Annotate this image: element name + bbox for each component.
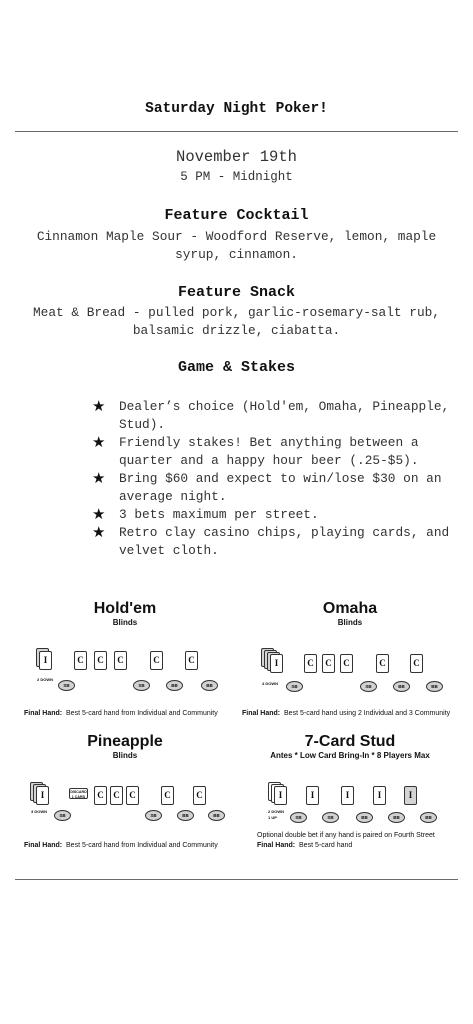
small-blind-chip: SB: [360, 681, 377, 692]
big-blind-chip: BB: [208, 810, 225, 821]
star-icon: ★: [92, 469, 106, 487]
snack-line-1: Meat & Bread - pulled pork, garlic-rosemary-salt rub,: [32, 305, 440, 320]
list-item: ★ 3 bets maximum per street.: [92, 505, 319, 523]
individual-card: I: [373, 786, 386, 805]
community-card: C: [114, 651, 127, 670]
divider-bottom: [15, 879, 458, 880]
community-card: C: [94, 786, 107, 805]
big-blind-chip: BB: [166, 680, 183, 691]
cocktail-line-1: Cinnamon Maple Sour - Woodford Reserve, lemon, maple: [36, 229, 437, 244]
big-blind-chip: BB: [201, 680, 218, 691]
small-blind-chip: SB: [58, 680, 75, 691]
star-icon: ★: [92, 433, 106, 451]
games-heading: Game & Stakes: [177, 359, 296, 376]
community-card: C: [126, 786, 139, 805]
list-item: ★ Retro clay casino chips, playing cards, and velvet cloth.: [92, 523, 450, 558]
holdem-subtitle: Blinds: [112, 618, 138, 627]
stud-subtitle: Antes * Low Card Bring-In * 8 Players Max: [270, 751, 430, 760]
star-icon: ★: [92, 505, 106, 523]
holdem-down-label: 2 DOWN: [37, 677, 53, 682]
stud-down-label: 2 DOWN: [268, 809, 284, 814]
event-time: 5 PM - Midnight: [180, 170, 293, 184]
pineapple-title: Pineapple: [87, 733, 163, 750]
community-card: C: [74, 651, 87, 670]
stud-note: Optional double bet if any hand is paired on Fourth Street: [257, 832, 435, 839]
community-card: C: [110, 786, 123, 805]
big-blind-chip: BB: [177, 810, 194, 821]
page-title: Saturday Night Poker!: [145, 101, 328, 117]
individual-card: I: [306, 786, 319, 805]
star-icon: ★: [92, 397, 106, 415]
list-item: ★ Dealer’s choice (Hold'em, Omaha, Pineapple, Stud).: [92, 397, 450, 432]
big-blind-chip: BB: [388, 812, 405, 823]
small-blind-chip: SB: [322, 812, 339, 823]
cocktail-line-2: syrup, cinnamon.: [175, 247, 298, 262]
star-icon: ★: [92, 523, 106, 541]
snack-heading: Feature Snack: [177, 284, 296, 301]
small-blind-chip: SB: [54, 810, 71, 821]
community-card: C: [304, 654, 317, 673]
omaha-title: Omaha: [322, 600, 378, 617]
small-blind-chip: SB: [286, 681, 303, 692]
small-blind-chip: SB: [133, 680, 150, 691]
omaha-final-hand: Final Hand: Best 5-card hand using 2 Individual and 3 Community: [242, 710, 451, 717]
discard-card-box: DISCARD 1 CARD: [70, 790, 87, 799]
individual-card: I: [39, 651, 52, 670]
cocktail-heading: Feature Cocktail: [164, 207, 309, 224]
big-blind-chip: BB: [356, 812, 373, 823]
big-blind-chip: BB: [426, 681, 443, 692]
individual-card: I: [341, 786, 354, 805]
divider-top: [15, 131, 458, 132]
holdem-final-hand: Final Hand: Best 5-card hand from Individual and Community: [24, 710, 218, 717]
omaha-down-label: 4 DOWN: [262, 681, 278, 686]
community-card: C: [376, 654, 389, 673]
individual-card: I: [36, 786, 49, 805]
community-card: C: [322, 654, 335, 673]
small-blind-chip: SB: [145, 810, 162, 821]
big-blind-chip: BB: [420, 812, 437, 823]
snack-line-2: balsamic drizzle, ciabatta.: [132, 323, 341, 338]
pineapple-subtitle: Blinds: [112, 751, 138, 760]
event-date: November 19th: [176, 148, 297, 166]
holdem-diagram: [14, 600, 236, 627]
big-blind-chip: BB: [393, 681, 410, 692]
list-item: ★ Bring $60 and expect to win/lose $30 on an average night.: [92, 469, 442, 504]
stud-final-hand: Final Hand: Best 5-card hand: [257, 842, 353, 849]
community-card: C: [94, 651, 107, 670]
individual-card: I: [274, 786, 287, 805]
community-card: C: [185, 651, 198, 670]
stud-diagram: [240, 733, 460, 760]
community-card: C: [410, 654, 423, 673]
individual-card: I: [270, 654, 283, 673]
stud-title: 7-Card Stud: [304, 733, 396, 750]
pineapple-diagram: [14, 733, 236, 760]
cocktail-description: [14, 228, 459, 264]
list-item: ★ Friendly stakes! Bet anything between a quarter and a happy hour beer (.25-$5).: [92, 433, 419, 468]
stud-up-label: 1 UP: [268, 815, 277, 820]
small-blind-chip: SB: [290, 812, 307, 823]
omaha-diagram: [240, 600, 460, 627]
community-card: C: [150, 651, 163, 670]
snack-description: [14, 304, 459, 340]
community-card: C: [340, 654, 353, 673]
individual-card: I: [404, 786, 417, 805]
community-card: C: [161, 786, 174, 805]
games-list: [92, 398, 452, 560]
community-card: C: [193, 786, 206, 805]
pineapple-final-hand: Final Hand: Best 5-card hand from Individual and Community: [24, 842, 218, 849]
holdem-title: Hold'em: [93, 600, 157, 617]
pineapple-down-label: 3 DOWN: [31, 809, 47, 814]
omaha-subtitle: Blinds: [337, 618, 363, 627]
